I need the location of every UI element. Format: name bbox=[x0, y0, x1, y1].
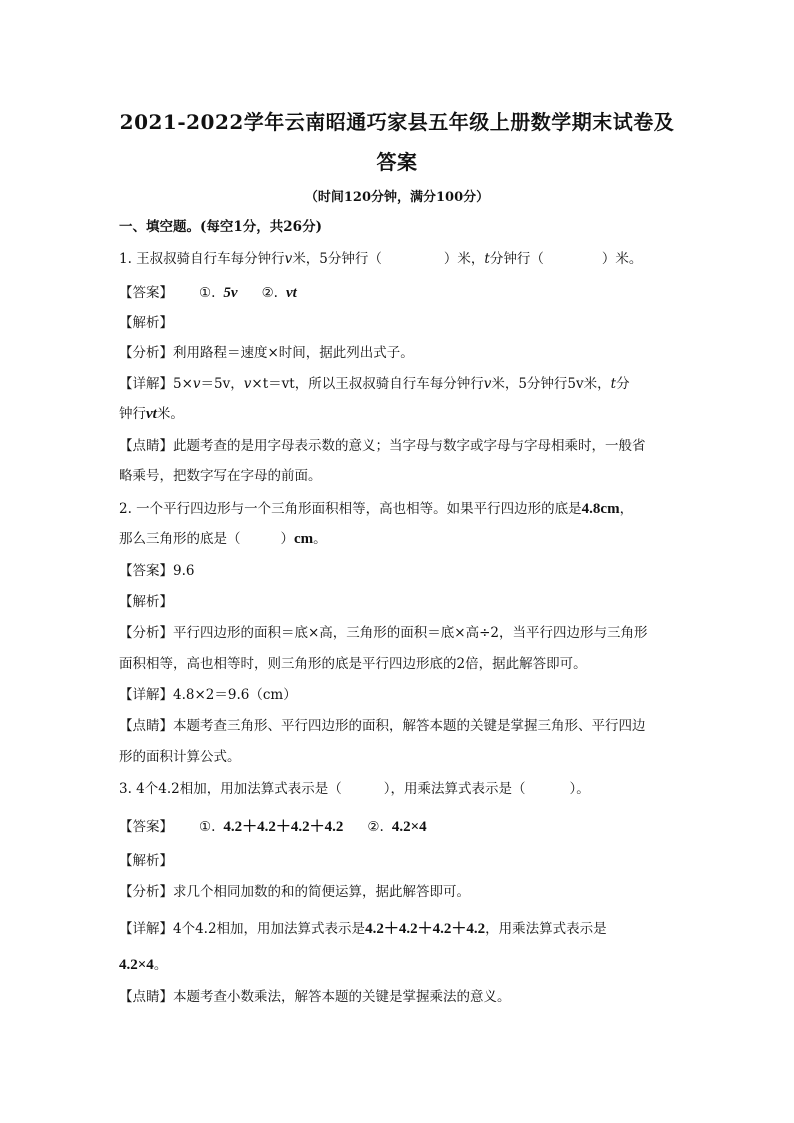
q2-stem-b: ， bbox=[619, 501, 634, 517]
q3-xiangjie-line2 bbox=[119, 955, 689, 975]
q3-xiangjie-b: ，用乘法算式表示是 bbox=[485, 921, 607, 937]
q1-xiangjie-e: 分 bbox=[616, 376, 630, 392]
q2-stem2-c: 。 bbox=[313, 531, 327, 547]
q3-xiangjie-line1 bbox=[119, 919, 689, 939]
q3-ans2-marker: ②. bbox=[367, 819, 384, 835]
q1-stem-text-d: 分钟行（ bbox=[489, 251, 544, 267]
section-heading: 一、填空题。(每空1分，共26分) bbox=[119, 219, 322, 235]
q1-xiangjie2-vt: vt bbox=[146, 406, 157, 422]
q1-answer-label: 【答案】 bbox=[119, 285, 173, 301]
q1-xiangjie-a: 【详解】5× bbox=[119, 376, 193, 392]
q2-dianjing-line1: 【点睛】本题考查三角形、平行四边形的面积，解答本题的关键是掌握三角形、平行四边 bbox=[119, 718, 646, 734]
q1-ans1-value: 5v bbox=[223, 285, 238, 301]
q1-dianjing-line1: 【点睛】此题考查的是用字母表示数的意义；当字母与数字或字母与字母相乘时，一般省 bbox=[119, 438, 646, 454]
q2-answer: 【答案】9.6 bbox=[119, 563, 195, 579]
q2-stem-a: 2. 一个平行四边形与一个三角形面积相等，高也相等。如果平行四边形的底是 bbox=[119, 501, 582, 517]
q1-xiangjie-t: t bbox=[610, 376, 617, 392]
q1-var-t: t bbox=[484, 251, 490, 267]
q1-xiangjie-line2 bbox=[119, 404, 689, 424]
q2-fenxi-line1: 【分析】平行四边形的面积＝底×高，三角形的面积＝底×高÷2，当平行四边形与三角形 bbox=[119, 625, 648, 641]
q2-analysis-label: 【解析】 bbox=[119, 594, 173, 610]
q3-stem bbox=[119, 779, 689, 799]
q2-stem-line2 bbox=[119, 529, 689, 549]
q1-stem-text-c: ）米， bbox=[443, 251, 485, 267]
doc-title-line1: 2021-2022学年云南昭通巧家县五年级上册数学期末试卷及 bbox=[119, 110, 675, 134]
q3-xiangjie-a: 【详解】4个4.2相加，用加法算式表示是 bbox=[119, 921, 366, 937]
q3-ans2-value: 4.2×4 bbox=[391, 819, 427, 835]
q1-xiangjie2-b: 米。 bbox=[156, 406, 184, 422]
q3-xiangjie-prod: 4.2×4 bbox=[119, 957, 154, 973]
q1-ans2-marker: ②. bbox=[261, 285, 278, 301]
q3-stem-c: ）。 bbox=[569, 781, 590, 797]
q1-var-v: v bbox=[284, 251, 293, 267]
q2-stem2-b: ） bbox=[280, 531, 294, 547]
q3-stem-a: 3. 4个4.2相加，用加法算式表示是（ bbox=[119, 781, 342, 797]
q3-ans1-value: 4.2＋4.2＋4.2＋4.2 bbox=[223, 819, 344, 835]
q3-analysis-label: 【解析】 bbox=[119, 853, 173, 869]
q3-fenxi: 【分析】求几个相同加数的和的简便运算，据此解答即可。 bbox=[119, 884, 470, 900]
q2-base-value: 4.8cm bbox=[581, 501, 620, 517]
q1-stem-text-a: 1. 王叔叔骑自行车每分钟行 bbox=[119, 251, 285, 267]
q1-stem bbox=[119, 249, 689, 269]
q1-xiangjie-c: ×t＝vt，所以王叔叔骑自行车每分钟行 bbox=[251, 376, 484, 392]
q3-stem-b: ），用乘法算式表示是（ bbox=[383, 781, 526, 797]
q1-xiangjie-v1: v bbox=[192, 376, 201, 392]
q2-stem2-a: 那么三角形的底是（ bbox=[119, 531, 241, 547]
q1-stem-text-b: 米，5分钟行（ bbox=[292, 251, 382, 267]
q1-ans2-value: vt bbox=[285, 285, 297, 301]
doc-title-line2: 答案 bbox=[376, 150, 418, 174]
q3-ans1-marker: ①. bbox=[199, 819, 216, 835]
q2-unit: cm bbox=[294, 531, 314, 547]
q1-stem-text-e: ）米。 bbox=[601, 251, 643, 267]
q2-fenxi-line2: 面积相等，高也相等时，则三角形的底是平行四边形底的2倍，据此解答即可。 bbox=[119, 656, 587, 672]
q1-xiangjie2-a: 钟行 bbox=[119, 406, 146, 422]
q3-xiangjie-end: 。 bbox=[153, 957, 168, 973]
doc-subtitle: （时间120分钟，满分100分） bbox=[304, 190, 490, 205]
q1-xiangjie-b: ＝5v， bbox=[200, 376, 244, 392]
q1-xiangjie-v3: v bbox=[483, 376, 492, 392]
q2-dianjing-line2: 形的面积计算公式。 bbox=[119, 749, 241, 765]
q1-xiangjie-d: 米，5分钟行5v米， bbox=[491, 376, 611, 392]
q1-xiangjie-v2: v bbox=[243, 376, 252, 392]
q1-fenxi: 【分析】利用路程＝速度×时间，据此列出式子。 bbox=[119, 345, 414, 361]
q1-answer bbox=[119, 283, 689, 303]
q3-xiangjie-sum: 4.2＋4.2＋4.2＋4.2 bbox=[365, 921, 486, 937]
q3-dianjing: 【点睛】本题考查小数乘法，解答本题的关键是掌握乘法的意义。 bbox=[119, 989, 511, 1005]
q2-xiangjie: 【详解】4.8×2＝9.6（cm） bbox=[119, 687, 297, 703]
q1-analysis-label: 【解析】 bbox=[119, 315, 173, 331]
q1-dianjing-line2: 略乘号，把数字写在字母的前面。 bbox=[119, 468, 322, 484]
q1-xiangjie-line1 bbox=[119, 374, 689, 394]
q2-stem-line1 bbox=[119, 499, 689, 519]
q3-answer bbox=[119, 817, 689, 837]
q1-ans1-marker: ①. bbox=[199, 285, 216, 301]
q3-answer-label: 【答案】 bbox=[119, 819, 173, 835]
